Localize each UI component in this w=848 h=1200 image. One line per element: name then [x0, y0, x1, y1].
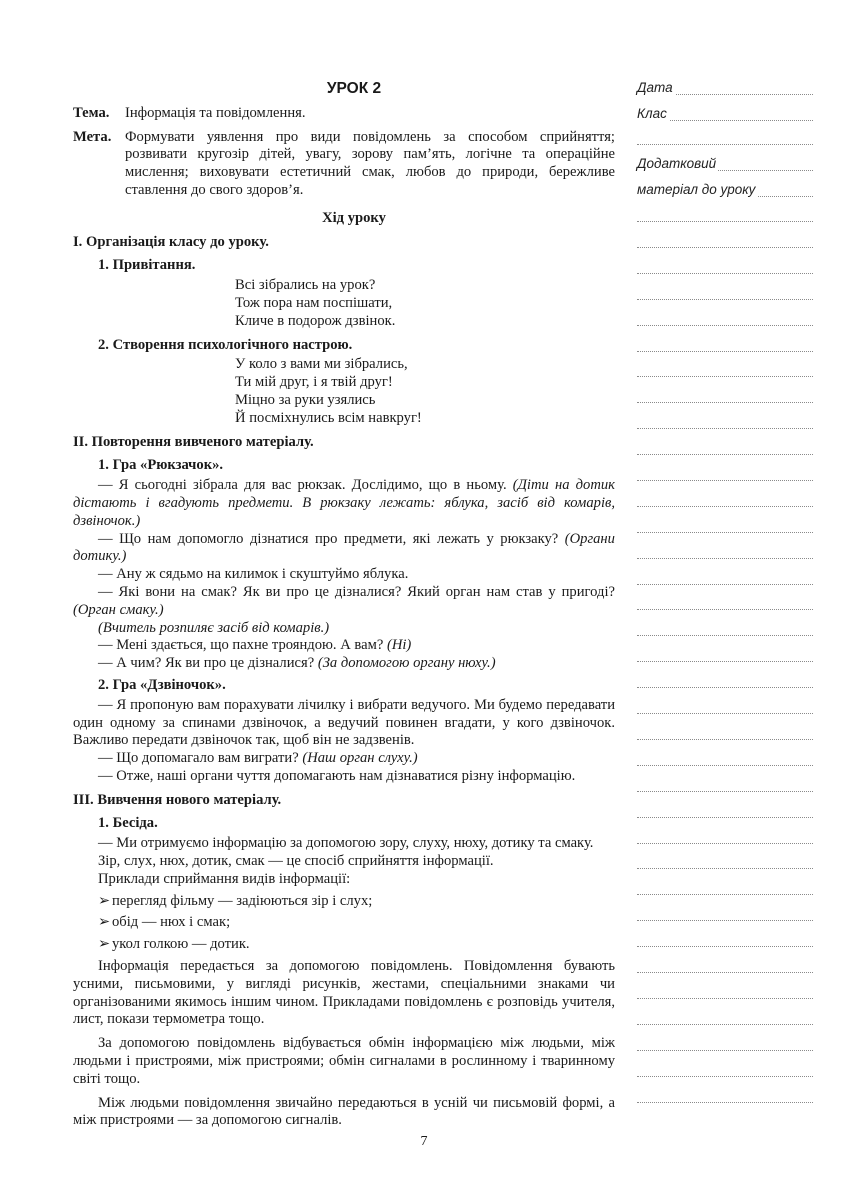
paragraph: — Я сьогодні зібрала для вас рюкзак. Дослідимо, що в ньому. (Діти на дотик дістають і вгадують предмети. В рюкзаку лежать: яблука, засіб від комарів, дзвіночок.) [73, 477, 616, 529]
paragraph: За допомогою повідомлень відбувається обмін інформацією між людьми, між людьми і пристроями, між пристроями; обмін сигналами в рослинному і тваринному світі тощо. [73, 1035, 615, 1087]
note-line[interactable] [637, 739, 813, 740]
note-line[interactable] [637, 946, 813, 947]
date-label: Дата [637, 80, 673, 95]
note-line[interactable] [637, 273, 813, 274]
note-line[interactable] [637, 843, 813, 844]
note-line[interactable] [637, 635, 813, 636]
note-line[interactable] [637, 920, 813, 921]
poem-line: Тож пора нам поспішати, [235, 294, 393, 311]
note-line[interactable] [637, 765, 813, 766]
note-line[interactable] [637, 998, 813, 999]
paragraph: (Вчитель розпиляє засіб від комарів.) [98, 619, 330, 636]
paragraph: — Мені здається, що пахне трояндою. А вам? (Ні) [98, 637, 412, 654]
goal-label: Мета. [73, 128, 112, 145]
section-2-heading: II. Повторення вивченого матеріалу. [73, 433, 314, 450]
note-line[interactable] [637, 428, 813, 429]
paragraph: — Що допомагало вам виграти? (Наш орган слуху.) [98, 750, 418, 767]
poem-line: Міцно за руки узялись [235, 391, 376, 408]
topic-text: Інформація та повідомлення. [125, 104, 306, 121]
paragraph: Інформація передається за допомогою повідомлень. Повідомлення бувають усними, письмовими, у вигляді рисунків, жестами, спеціальними знаками чи організованими якимось іншим чином. Прикладами повідомлень є розповідь учителя, лист, покази термометра тощо. [73, 958, 615, 1028]
lesson-title: УРОК 2 [326, 80, 382, 97]
note-line[interactable] [637, 817, 813, 818]
note-line[interactable] [637, 247, 813, 248]
note-line[interactable] [637, 532, 813, 533]
page-number: 7 [420, 1134, 428, 1149]
note-line[interactable] [637, 894, 813, 895]
paragraph: — Що нам допомогло дізнатися про предмети, які лежать у рюкзаку? (Органи дотику.) [73, 530, 615, 565]
note-line[interactable] [637, 1050, 813, 1051]
note-line[interactable] [637, 144, 813, 145]
lesson-content [73, 80, 615, 1136]
paragraph: — А чим? Як ви про це дізналися? (За допомогою органу нюху.) [98, 655, 496, 672]
list-item: ➢ обід — нюх і смак; [98, 914, 231, 931]
paragraph: Приклади сприймання видів інформації: [98, 870, 351, 887]
note-line[interactable] [637, 325, 813, 326]
section-3-sub-1: 1. Бесіда. [98, 815, 158, 832]
poem-greeting [235, 277, 615, 330]
section-1-sub-1: 1. Привітання. [98, 257, 196, 274]
topic-label: Тема. [73, 104, 110, 121]
class-label: Клас [637, 106, 667, 121]
goal-text: Формувати уявлення про види повідомлень за способом сприйняття; розвивати кругозір дітей, увагу, зорову пам’ять, логічне та операційне мислення; виховувати естетичний смак, любов до природи, бережливе ставлення до свого здоров’я. [125, 128, 615, 198]
note-line[interactable] [637, 351, 813, 352]
arrowhead-icon: ➢ [98, 914, 111, 931]
extra-material-label: Додатковий [637, 156, 717, 171]
section-1-heading: I. Організація класу до уроку. [73, 233, 269, 250]
paragraph: — Я пропоную вам порахувати лічилку і вибрати ведучого. Ми будемо передавати один одному за спинами дзвіночок, а ведучий повинен вгадати, у кого дзвіночок. Важливо передати дзвіночок так, щоб він не задзвенів. [73, 696, 615, 749]
note-line[interactable] [637, 661, 813, 662]
note-line[interactable] [637, 454, 813, 455]
poem-line: Всі зібрались на урок? [235, 277, 376, 294]
section-2-sub-2: 2. Гра «Дзвіночок». [98, 676, 226, 693]
extra-material-label-2: матеріал до уроку [637, 182, 756, 197]
poem-mood [235, 356, 615, 427]
section-2-sub-1: 1. Гра «Рюкзачок». [98, 457, 224, 474]
note-line[interactable] [637, 1024, 813, 1025]
arrowhead-icon: ➢ [98, 936, 111, 953]
note-line[interactable] [637, 868, 813, 869]
note-line[interactable] [637, 972, 813, 973]
poem-line: Кличе в подорож дзвінок. [235, 312, 396, 329]
list-item: ➢ перегляд фільму — задіюються зір і слух; [98, 892, 373, 909]
paragraph: Зір, слух, нюх, дотик, смак — це спосіб сприйняття інформації. [98, 853, 494, 870]
arrowhead-icon: ➢ [98, 892, 111, 909]
note-line[interactable] [637, 687, 813, 688]
paragraph: — Які вони на смак? Як ви про це дізналися? Який орган нам став у пригоді? (Орган смаку.) [73, 583, 615, 618]
paragraph: — Отже, наші органи чуття допомагають нам дізнаватися різну інформацію. [98, 767, 576, 784]
note-line[interactable] [637, 506, 813, 507]
note-line[interactable] [637, 584, 813, 585]
paragraph: — Ану ж сядьмо на килимок і скуштуймо яблука. [98, 566, 409, 583]
paragraph: — Ми отримуємо інформацію за допомогою зору, слуху, нюху, дотику та смаку. [98, 835, 594, 852]
paragraph: Між людьми повідомлення звичайно передаються в усній чи письмовій формі, а між пристроями — за допомогою сигналів. [73, 1094, 615, 1129]
note-line[interactable] [637, 791, 813, 792]
note-line[interactable] [637, 402, 813, 403]
note-line[interactable] [637, 558, 813, 559]
note-line[interactable] [637, 713, 813, 714]
poem-line: У коло з вами ми зібрались, [235, 356, 408, 373]
note-line[interactable] [637, 1076, 813, 1077]
list-item: ➢ укол голкою — дотик. [98, 936, 250, 953]
goal-row [73, 129, 615, 200]
note-line[interactable] [637, 299, 813, 300]
course-title: Хід уроку [322, 209, 386, 226]
note-line[interactable] [637, 609, 813, 610]
topic-row [73, 105, 615, 123]
poem-line: Й посміхнулись всім навкруг! [235, 409, 422, 426]
note-line[interactable] [637, 221, 813, 222]
note-line[interactable] [637, 1102, 813, 1103]
section-1-sub-2: 2. Створення психологічного настрою. [98, 336, 353, 353]
note-line[interactable] [637, 376, 813, 377]
section-3-heading: III. Вивчення нового матеріалу. [73, 791, 282, 808]
poem-line: Ти мій друг, і я твій друг! [235, 374, 393, 391]
note-line[interactable] [637, 480, 813, 481]
